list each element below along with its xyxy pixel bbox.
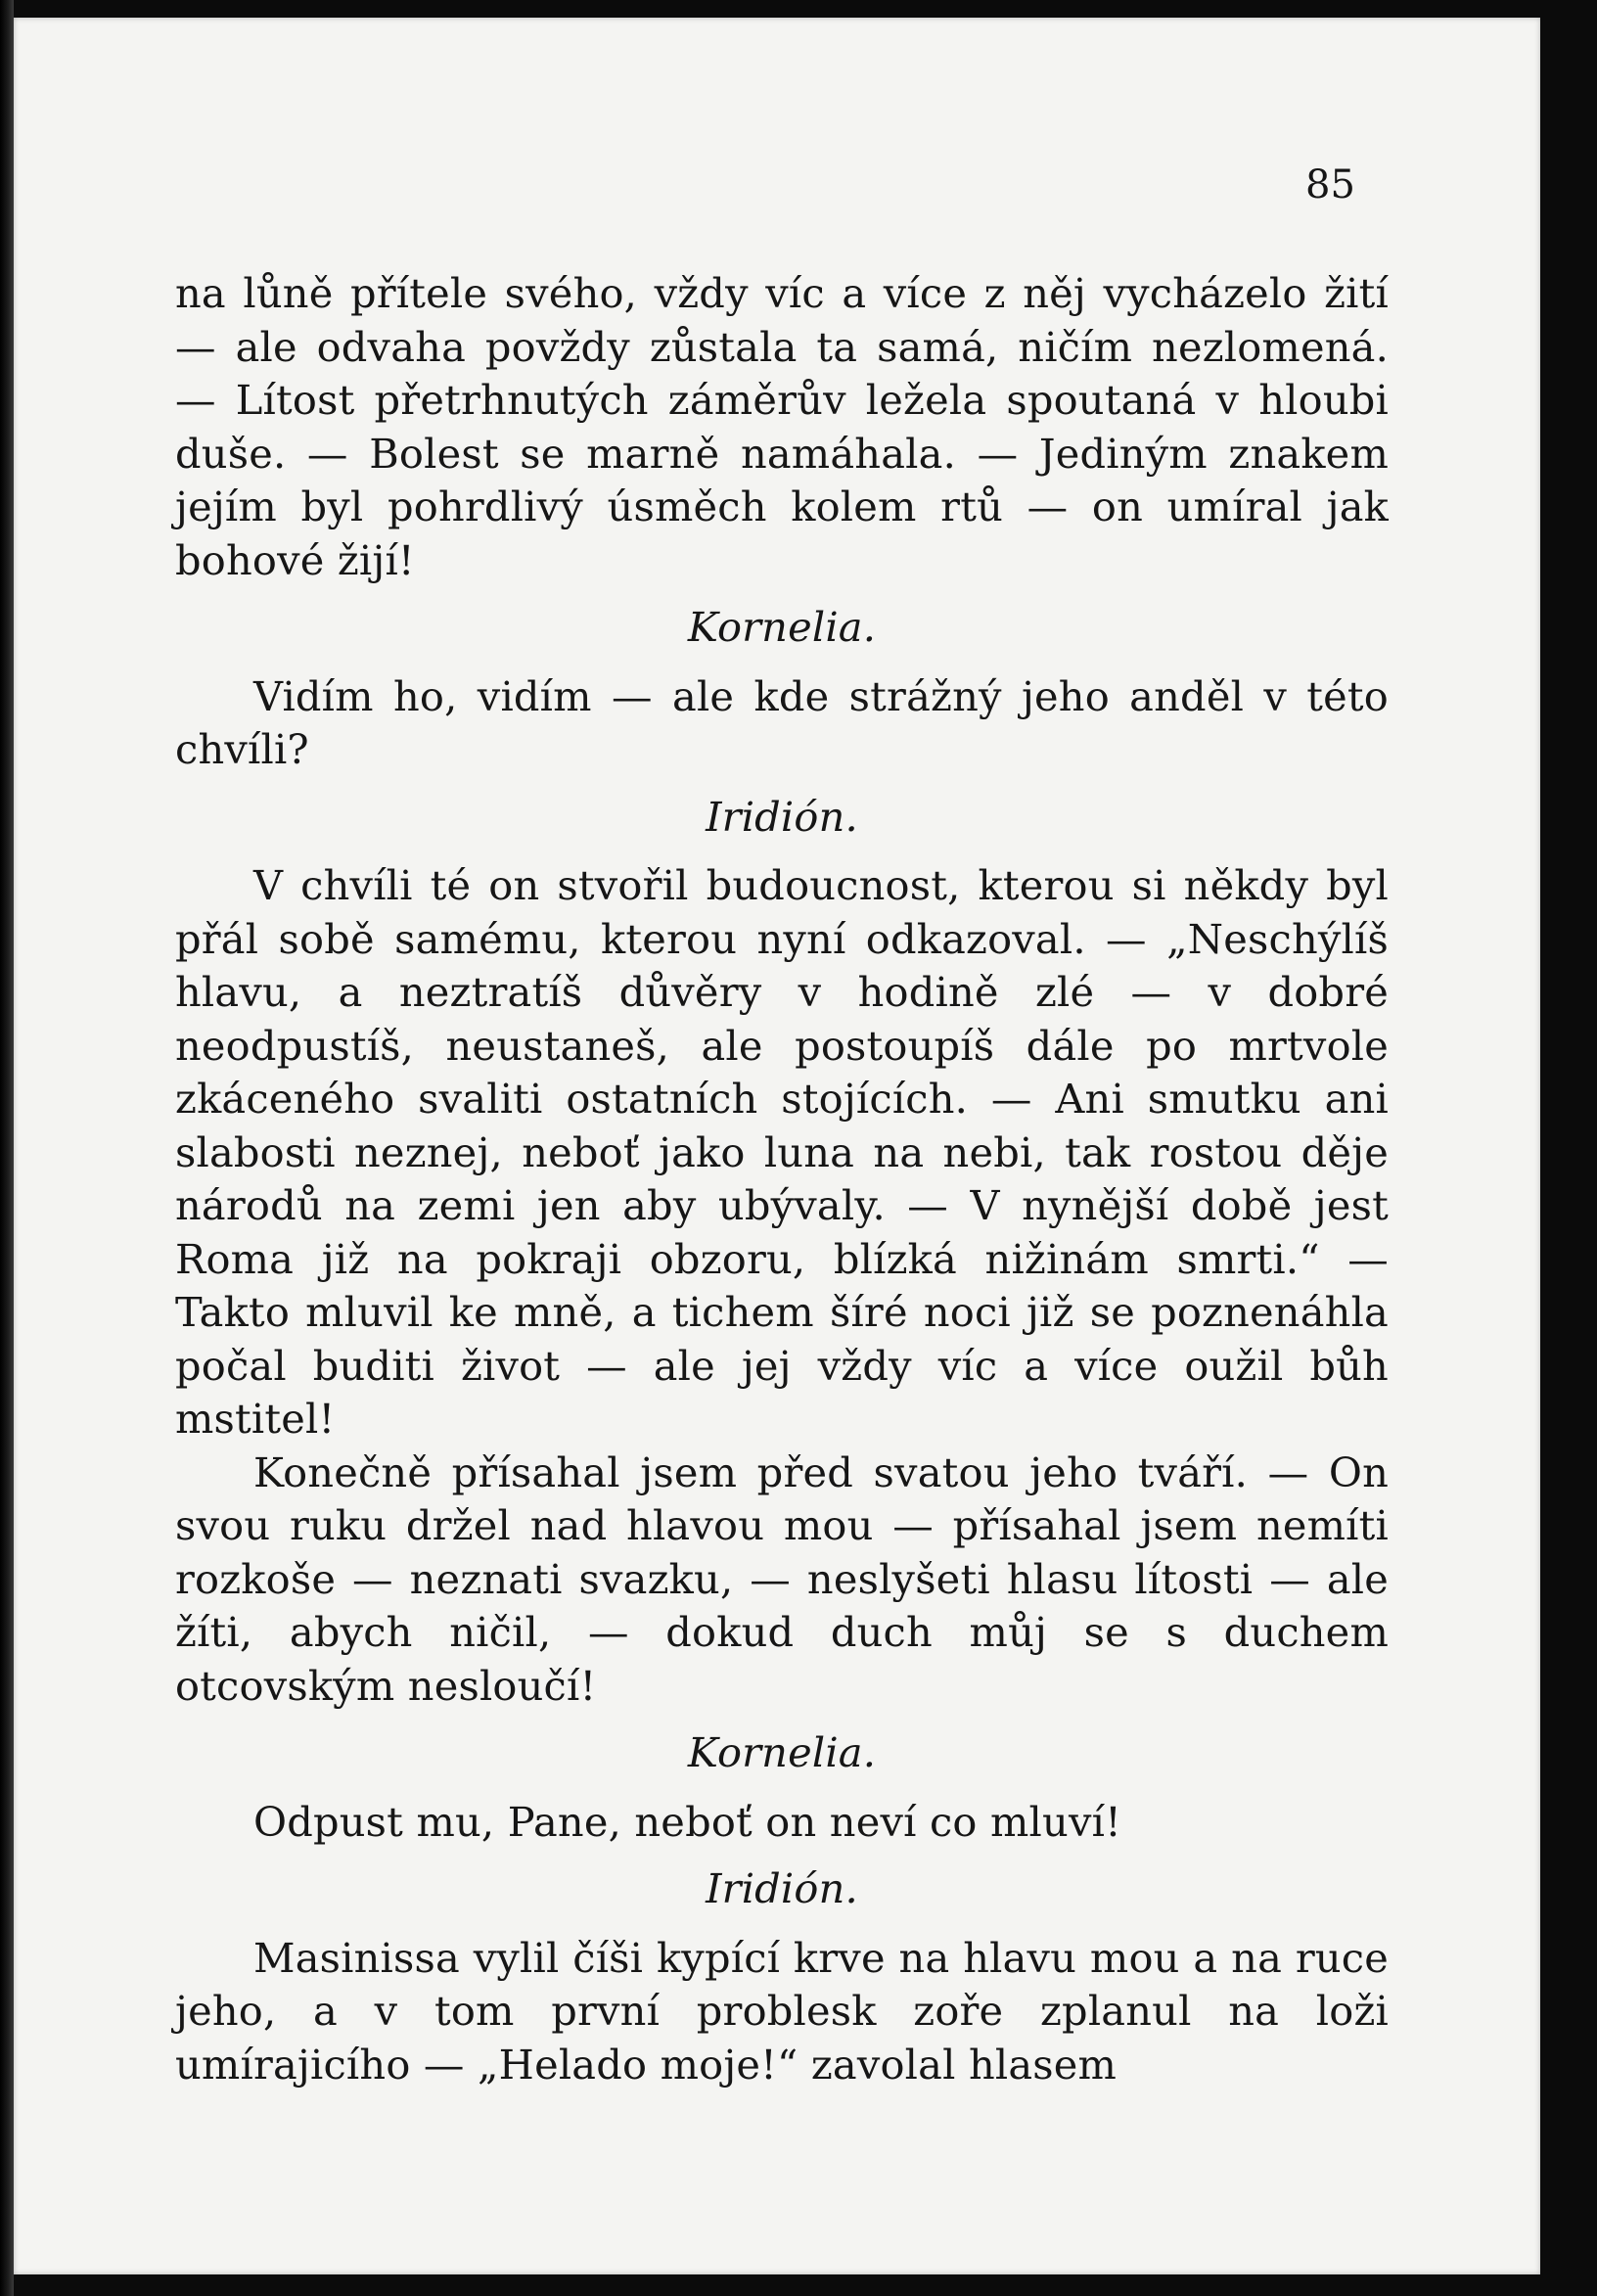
book-gutter-edge (0, 0, 14, 2296)
page-text (175, 267, 1389, 2091)
speaker-heading-iridion-2: Iridión. (706, 1864, 858, 1912)
paragraph-2: Vidím ho, vidím — ale kde strážný jeho anděl v této chvíli? (175, 671, 1389, 773)
paragraph-1: na lůně přítele svého, vždy víc a více z něj vycházelo žití — ale odvaha povždy zůstala ta samá, ničím nezlomená. — Lítost přetrhnutých záměrův ležela spoutaná v hloubi duše. — Bolest se marně namáhala. — Jediným znakem jejím byl pohrdlivý úsměch kolem rtů — on umíral jak bohové žijí! (175, 269, 1389, 584)
paragraph-4: Konečně přísahal jsem před svatou jeho tváří. — On svou ruku držel nad hlavou mou — přísahal jsem nemíti rozkoše — neznati svazku, — neslyšeti hlasu lítosti — ale žíti, abych ničil, — dokud duch můj se s duchem otcovským nesloučí! (175, 1447, 1389, 1710)
paragraph-3: V chvíli té on stvořil budoucnost, kterou si někdy byl přál sobě samému, kterou nyní odkazoval. — „Neschýlíš hlavu, a neztratíš důvěry v hodině zlé — v dobré neodpustíš, neustaneš, ale postoupíš dále po mrtvole zkáceného svaliti ostatních stojících. — Ani smutku ani slabosti neznej, neboť jako luna na nebi, tak rostou děje národů na zemi jen aby ubývaly. — V nynější době jest Roma již na pokraji obzoru, blízká nižinám smrti.“ — Takto mluvil ke mně, a tichem šíré noci již se poznenáhla počal buditi život — ale jej vždy víc a více oužil bůh mstitel! (175, 861, 1389, 1443)
page-number: 85 (1305, 162, 1355, 207)
speaker-heading-kornelia: Kornelia. (687, 603, 877, 651)
paragraph-5: Odpust mu, Pane, neboť on neví co mluví! (253, 1797, 1121, 1846)
book-page (14, 18, 1540, 2274)
speaker-heading-kornelia-2: Kornelia. (687, 1728, 877, 1776)
paragraph-6: Masinissa vylil číši kypící krve na hlavu mou a na ruce jeho, a v tom první problesk zoře zplanul na loži umírajicího — „Helado moje!“ zavolal hlasem (175, 1933, 1389, 2089)
speaker-heading-iridion: Iridión. (706, 792, 858, 841)
